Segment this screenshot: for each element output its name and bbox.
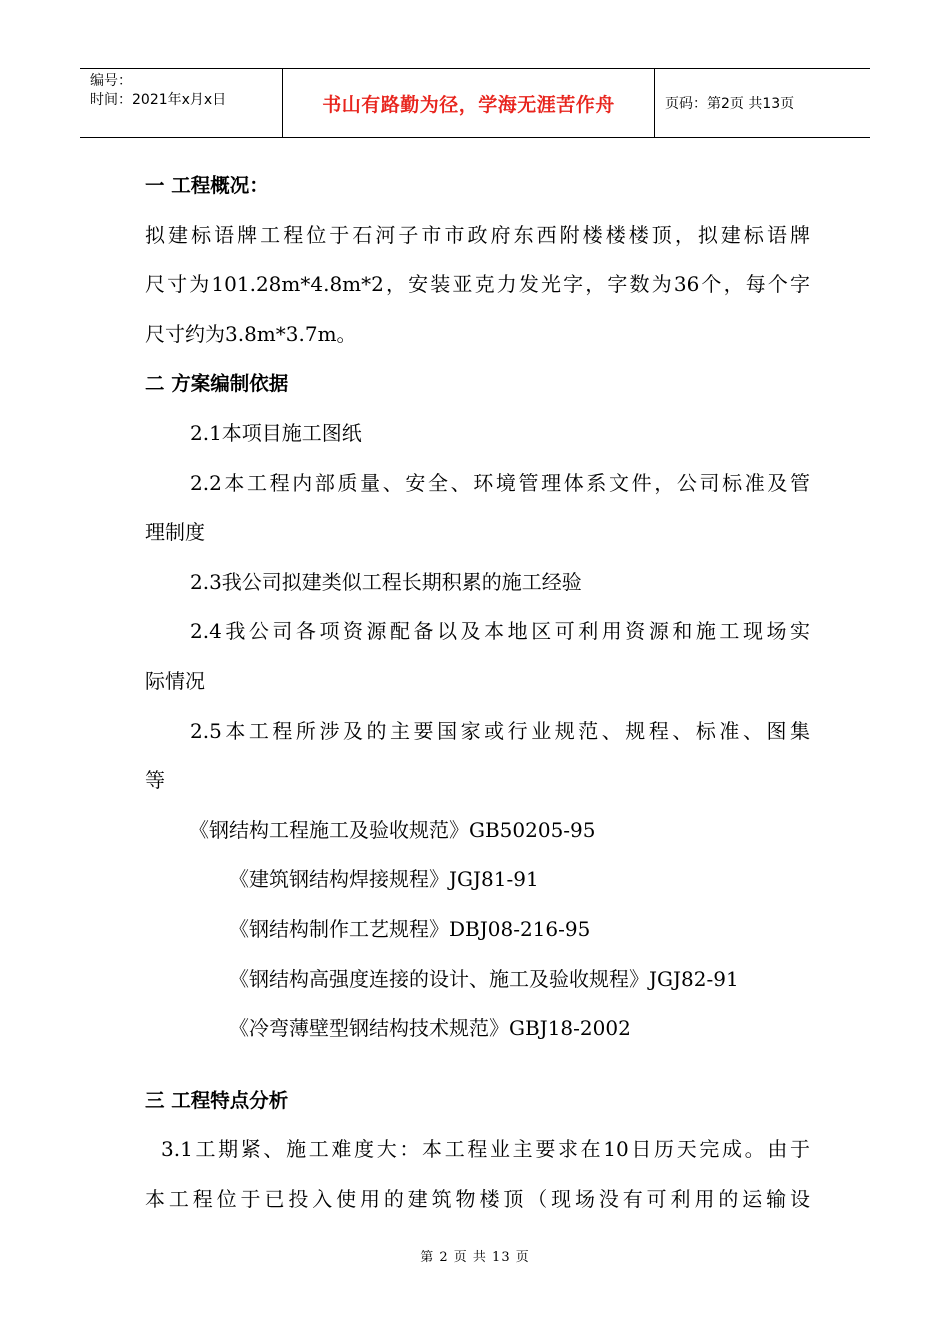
standard-item: 《建筑钢结构焊接规程》JGJ81-91 (229, 867, 539, 892)
standard-item: 《钢结构制作工艺规程》DBJ08-216-95 (229, 916, 591, 941)
basis-item-2-5: 2.5本工程所涉及的主要国家或行业规范、规程、标准、图集 (190, 718, 810, 743)
section-1-paragraph-line: 拟建标语牌工程位于石河子市市政府东西附楼楼楼顶，拟建标语牌 (145, 222, 810, 247)
basis-item-2-4: 2.4我公司各项资源配备以及本地区可利用资源和施工现场实 (190, 619, 810, 644)
standard-item: 《钢结构高强度连接的设计、施工及验收规程》JGJ82-91 (229, 966, 739, 991)
document-number-label: 编号： (90, 73, 132, 89)
basis-item-2-4-cont: 际情况 (145, 668, 205, 693)
basis-item-2-3: 2.3我公司拟建类似工程长期积累的施工经验 (190, 569, 582, 594)
header-page-code: 页码：第2页 共13页 (665, 96, 795, 112)
basis-item-2-2: 2.2本工程内部质量、安全、环境管理体系文件，公司标准及管 (190, 470, 810, 495)
header-meta-cell (80, 69, 282, 137)
section-3-title: 三 工程特点分析 (145, 1088, 289, 1112)
section-1-paragraph-line: 尺寸约为3.8m*3.7m。 (145, 321, 357, 346)
section-spacer (145, 1054, 810, 1076)
header-table (80, 68, 870, 138)
standard-item: 《钢结构工程施工及验收规范》GB50205-95 (189, 817, 596, 842)
document-time-label: 时间：2021年x月x日 (90, 92, 227, 108)
document-body (145, 161, 810, 1224)
header-page-cell (655, 69, 870, 137)
section-2-title: 二 方案编制依据 (145, 372, 289, 396)
basis-item-2-1: 2.1本项目施工图纸 (190, 420, 362, 445)
page-footer: 第 2 页 共 13 页 (420, 1250, 530, 1265)
header-motto-cell (282, 69, 655, 137)
section-1-paragraph-line: 尺寸为101.28m*4.8m*2，安装亚克力发光字，字数为36个，每个字 (145, 272, 810, 297)
header-motto: 书山有路勤为径，学海无涯苦作舟 (322, 93, 615, 116)
section-1-title: 一 工程概况： (145, 174, 269, 197)
basis-item-2-2-cont: 理制度 (145, 520, 205, 545)
section-3-paragraph-line: 3.1工期紧、施工难度大：本工程业主要求在10日历天完成。由于 (161, 1137, 810, 1162)
basis-item-2-5-cont: 等 (145, 768, 165, 793)
standard-item: 《冷弯薄壁型钢结构技术规范》GBJ18-2002 (229, 1016, 631, 1041)
section-3-paragraph-line: 本工程位于已投入使用的建筑物楼顶（现场没有可利用的运输设 (145, 1186, 810, 1211)
